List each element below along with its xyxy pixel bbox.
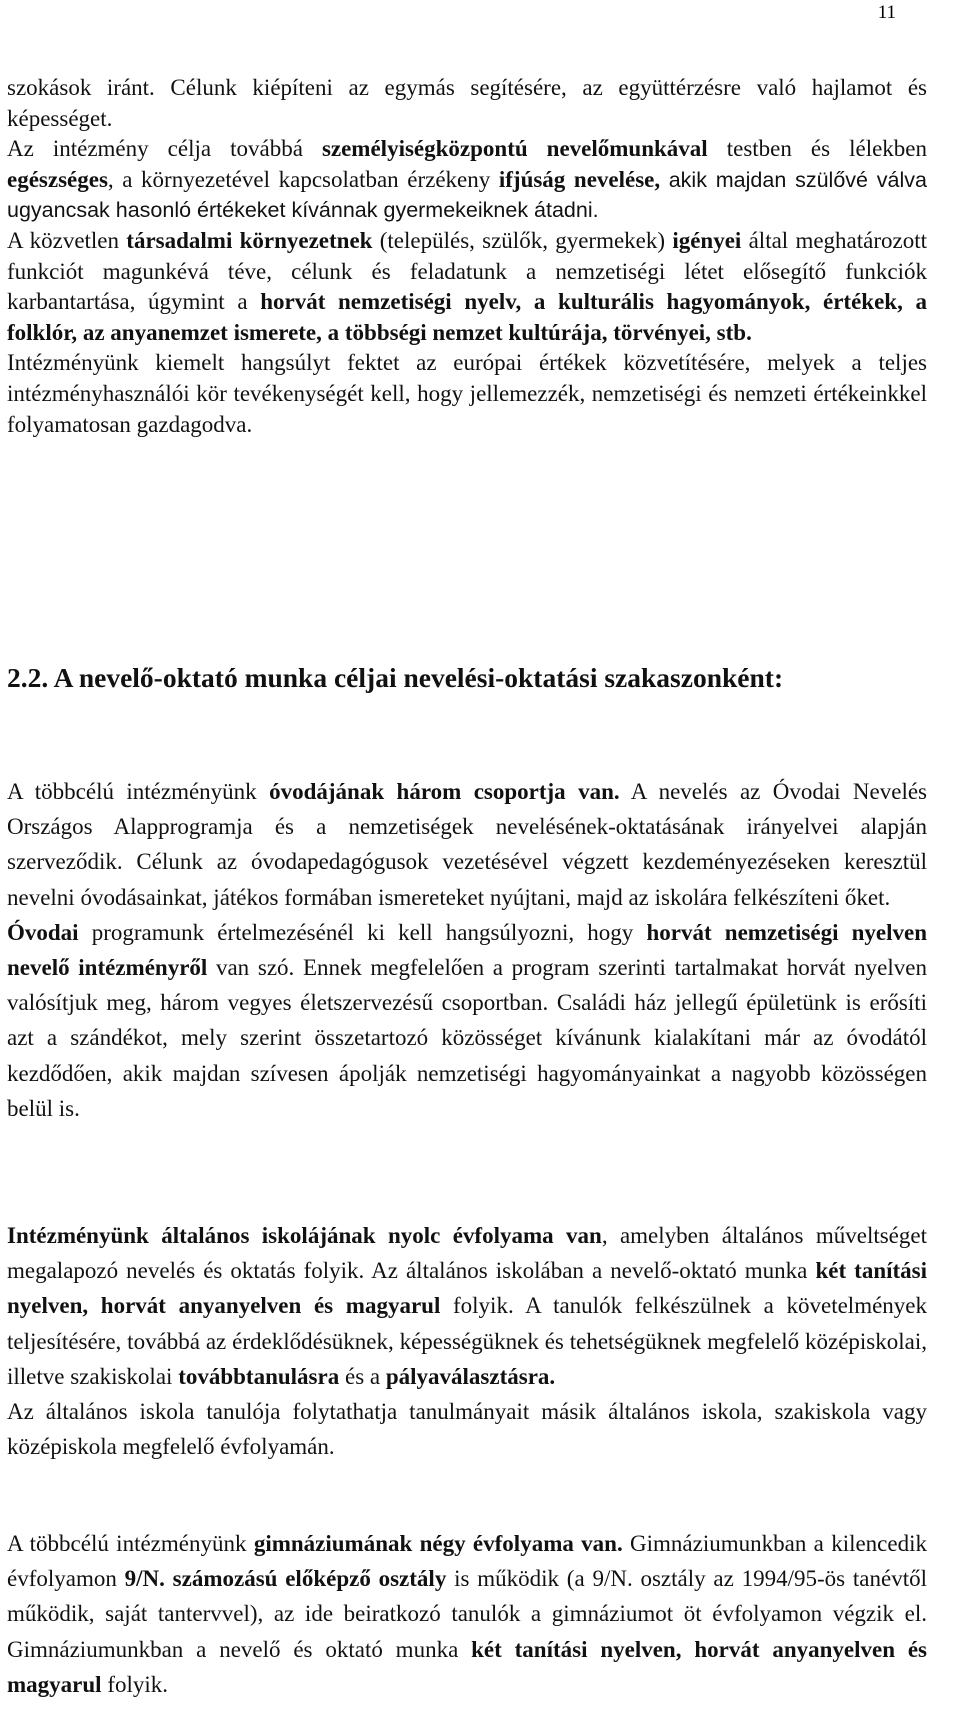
- bold-text-run: társadalmi környezetnek: [126, 227, 373, 253]
- text-run: programunk értelmezésénél ki kell hangsúlyozni, hogy: [78, 919, 647, 945]
- paragraph: [7, 1218, 927, 1394]
- text-run: folyik.: [101, 1671, 169, 1697]
- bold-text-run: személyiségközpontú nevelőmunkával: [321, 136, 708, 162]
- bold-text-run: pályaválasztásra.: [385, 1363, 556, 1389]
- paragraph: [7, 774, 927, 915]
- paragraph: [7, 134, 927, 226]
- bold-text-run: ifjúság nevelése,: [498, 166, 661, 192]
- text-run: , a környezetével kapcsolatban érzékeny: [107, 166, 499, 192]
- bold-text-run: egészséges: [7, 166, 108, 192]
- text-run: testben és lélekben: [707, 136, 927, 162]
- text-run: A többcélú intézményünk: [7, 779, 270, 804]
- bold-text-run: 9/N. számozású előképző osztály: [124, 1566, 447, 1592]
- text-run: folyik. A tanulók felkészülnek a követelmények teljesítésére, továbbá az érdeklődésüknek, képességüknek és tehetségüknek megfelelő középiskolai, illetve szakiskolai: [7, 1293, 927, 1389]
- paragraph: [7, 915, 927, 1126]
- grammar-school-section: [7, 1526, 927, 1702]
- bold-text-run: továbbtanulásra: [178, 1363, 340, 1389]
- bold-text-run: horvát nemzetiségi nyelven nevelő intézményről: [7, 919, 927, 981]
- text-run: A többcélú intézményünk: [7, 1531, 254, 1556]
- paragraph: [7, 1394, 927, 1464]
- paragraph: [7, 226, 927, 348]
- paragraph: [7, 348, 927, 440]
- text-run: is működik (a 9/N. osztály az 1994/95-ös tanévtől működik, saját tantervvel), az ide beiratkozó tanulók a gimnáziumot öt évfolyamon végzik el. Gimnáziumunkban a nevelő és oktató munka: [7, 1566, 927, 1662]
- text-run: , amelyben általános műveltséget megalapozó nevelés és oktatás folyik. Az általános iskolában a nevelő-oktató munka: [7, 1223, 927, 1284]
- paragraph: [7, 1526, 927, 1702]
- text-run: által meghatározott funkciót magunkévá téve, célunk és feladatunk a nemzetiségi létet elősegítő funkciók karbantartása, úgymint a: [7, 227, 927, 315]
- bold-text-run: két tanítási nyelven, horvát anyanyelven és magyarul: [7, 1258, 927, 1319]
- intro-text: [7, 73, 927, 440]
- bold-text-run: Intézményünk általános iskolájának nyolc évfolyama van: [7, 1223, 602, 1248]
- kindergarten-section: [7, 774, 927, 1126]
- text-run: [660, 167, 669, 192]
- bold-text-run: két tanítási nyelven, horvát anyanyelven és magyarul: [7, 1636, 928, 1697]
- text-run: A nevelés az Óvodai Nevelés Országos Alapprogramja és a nemzetiségek nevelésének-oktatásának irányelvei alapján szerveződik. Célunk az óvodapedagógusok vezetésével végzett kezdeményezéseken keresztül nevelni óvodásainkat, játékos formában ismereteket nyújtani, majd az iskolára felkészíteni őket.: [7, 779, 927, 910]
- text-run: Az intézmény célja továbbá: [7, 136, 322, 162]
- text-run: (település, szülők, gyermekek): [372, 227, 673, 253]
- bold-text-run: gimnáziumának négy évfolyama van.: [253, 1531, 623, 1556]
- bold-text-run: horvát nemzetiségi nyelv, a kulturális hagyományok, értékek, a folklór, az anyanemzet ismerete, a többségi nemzet kultúrája, törvényei, stb.: [7, 289, 927, 345]
- text-run: akik majdan szülővé válva ugyancsak hasonló értékeket kívánnak gyermekeiknek átadni.: [7, 167, 927, 223]
- paragraph: [7, 73, 927, 134]
- text-run: és a: [339, 1363, 386, 1389]
- text-run: Intézményünk kiemelt hangsúlyt fektet az európai értékek közvetítésére, melyek a teljes intézményhasználói kör tevékenységét kell, hogy jellemezzék, nemzetiségi és nemzeti értékeinkkel folyamatosan gazdagodva.: [7, 350, 927, 437]
- section-heading: 2.2. A nevelő-oktató munka céljai nevelési-oktatási szakaszonként:: [7, 662, 784, 693]
- bold-text-run: Óvodai: [7, 919, 79, 945]
- text-run: A közvetlen: [7, 227, 127, 253]
- text-run: van szó. Ennek megfelelően a program szerinti tartalmakat horvát nyelven valósítjuk meg, három vegyes életszervezésű csoportban. Családi ház jellegű épületünk is erősíti azt a szándékot, mely szerint összetartozó közösséget kívánunk kialakítani már az óvodától kezdődően, akik majdan szívesen ápolják nemzetiségi hagyományainkat a nagyobb közösségen belül is.: [7, 955, 927, 1121]
- bold-text-run: óvodájának három csoportja van.: [269, 779, 620, 804]
- primary-school-section: [7, 1218, 927, 1464]
- page-number: 11: [877, 2, 896, 23]
- text-run: szokások iránt. Célunk kiépíteni az egymás segítésére, az együttérzésre való hajlamot és képességet.: [7, 75, 927, 131]
- text-run: Gimnáziumunkban a kilencedik évfolyamon: [7, 1531, 927, 1592]
- text-run: Az általános iskola tanulója folytathatja tanulmányait másik általános iskola, szakiskola vagy középiskola megfelelő évfolyamán.: [7, 1399, 927, 1460]
- bold-text-run: igényei: [672, 227, 742, 253]
